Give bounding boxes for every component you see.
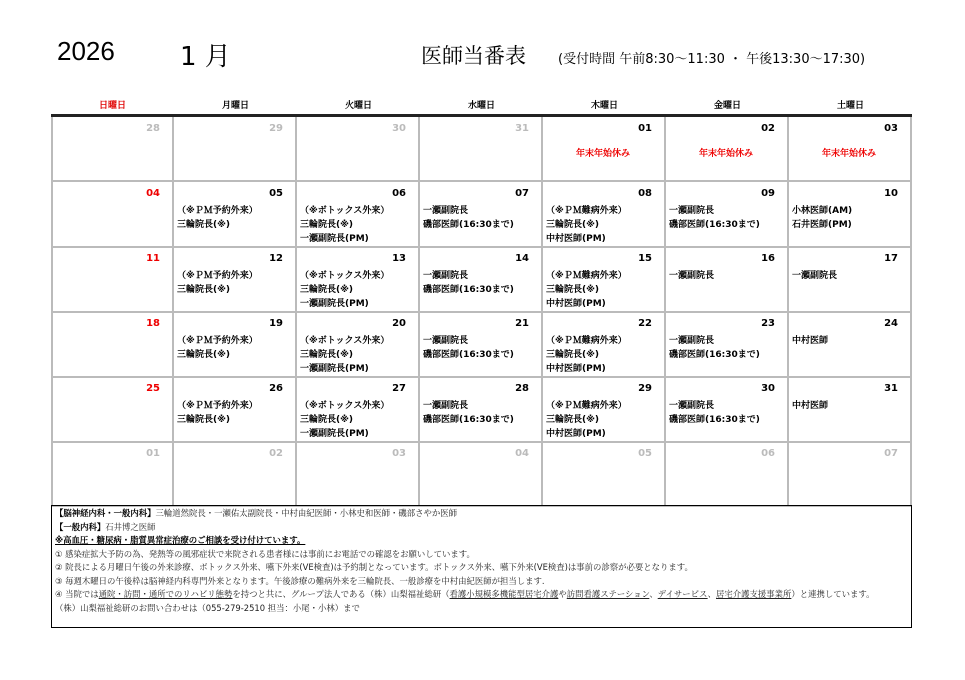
day-cell (174, 182, 297, 248)
notes-box (51, 505, 912, 628)
day-cell (543, 377, 666, 443)
weekday-2: 火曜日 (344, 101, 372, 111)
day-cell (174, 442, 297, 507)
duty-entry: （※ボトックス外来） (300, 336, 390, 346)
duty-entry: （※ボトックス外来） (300, 271, 390, 281)
day-cell (789, 117, 912, 182)
duty-entry: 中村医師(PM) (546, 364, 606, 374)
day-number: 25 (146, 383, 160, 394)
day-cell (666, 182, 789, 248)
day-number: 29 (269, 123, 283, 134)
day-number: 09 (761, 188, 775, 199)
duty-entry: 磯部医師(16:30まで) (423, 350, 514, 360)
duty-entry: 三輪院長(※) (546, 350, 599, 360)
duty-entry: 三輪院長(※) (177, 220, 230, 230)
day-cell (420, 377, 543, 443)
day-cell (543, 117, 666, 182)
duty-entry: （※ＰＭ難病外来） (546, 271, 627, 281)
day-number: 29 (638, 383, 652, 394)
weekday-5: 金曜日 (713, 101, 741, 111)
duty-entry: （※ボトックス外来） (300, 401, 390, 411)
duty-entry: （※ＰＭ予約外来） (177, 401, 258, 411)
note-contact: （株）山梨福祉総研のお問い合わせは（055-279-2510 担当：小尾・小林）まで (55, 602, 360, 613)
note-4-service: 居宅介護支援事業所 (716, 589, 792, 599)
day-cell (420, 247, 543, 313)
day-number: 03 (884, 123, 898, 134)
day-number: 02 (761, 123, 775, 134)
duty-entry: 一瀬副院長 (423, 206, 469, 216)
note-consult: ※高血圧・糖尿病・脂質異常症治療のご相談を受け付けています。 (55, 535, 306, 545)
note-4-text: を持つと共に、グループ法人である（株）山梨福祉総研（ (232, 589, 450, 599)
dept2-doctors: 石井博之医師 (105, 521, 156, 532)
day-cell (297, 117, 420, 182)
day-number: 06 (392, 188, 406, 199)
duty-entry: 中村医師(PM) (546, 429, 606, 439)
duty-entry: 三輪院長(※) (177, 350, 230, 360)
day-number: 30 (761, 383, 775, 394)
day-cell (174, 377, 297, 443)
holiday-label: 年末年始休み (575, 149, 630, 159)
week-row (51, 377, 912, 442)
day-number: 04 (515, 448, 529, 459)
duty-entry: 小林医師(AM) (792, 206, 853, 216)
day-number: 08 (638, 188, 652, 199)
day-cell (789, 182, 912, 248)
weekday-0: 日曜日 (98, 101, 126, 111)
duty-entry: 三輪院長(※) (177, 415, 230, 425)
day-cell (297, 182, 420, 248)
duty-entry: 石井医師(PM) (792, 220, 852, 230)
day-number: 01 (638, 123, 652, 134)
duty-entry: 一瀬副院長 (669, 206, 715, 216)
reception-hours: (受付時間 午前8:30～11:30 ・ 午後13:30～17:30) (558, 52, 866, 67)
day-cell (174, 247, 297, 313)
day-number: 02 (269, 448, 283, 459)
duty-entry: 一瀬副院長(PM) (300, 364, 369, 374)
day-cell (789, 312, 912, 378)
day-number: 22 (638, 318, 652, 329)
day-number: 23 (761, 318, 775, 329)
duty-entry: 三輪院長(※) (546, 285, 599, 295)
note-4-rehab: 通院・訪問・通所でのリハビリ態勢 (98, 589, 233, 599)
duty-entry: 一瀬副院長(PM) (300, 429, 369, 439)
day-cell (420, 117, 543, 182)
day-number: 10 (884, 188, 898, 199)
note-4-text: 、 (707, 589, 716, 599)
day-number: 27 (392, 383, 406, 394)
day-cell (543, 247, 666, 313)
duty-entry: （※ＰＭ難病外来） (546, 401, 627, 411)
weekday-6: 土曜日 (836, 101, 864, 111)
day-number: 16 (761, 253, 775, 264)
note-4-service: 看護小規模多機能型居宅介護 (449, 589, 559, 599)
holiday-label: 年末年始休み (698, 149, 753, 159)
year: 2026 (57, 36, 115, 66)
duty-entry: 一瀬副院長 (669, 271, 715, 281)
weekday-3: 水曜日 (467, 101, 495, 111)
duty-entry: 一瀬副院長 (669, 401, 715, 411)
day-number: 17 (884, 253, 898, 264)
day-cell (420, 182, 543, 248)
week-row (51, 117, 912, 182)
day-number: 05 (638, 448, 652, 459)
day-cell (420, 442, 543, 507)
duty-entry: 一瀬副院長 (423, 401, 469, 411)
day-cell (297, 377, 420, 443)
duty-entry: 中村医師(PM) (546, 234, 606, 244)
day-cell (297, 312, 420, 378)
day-number: 14 (515, 253, 529, 264)
week-row (51, 442, 912, 507)
day-number: 11 (146, 253, 160, 264)
day-number: 28 (146, 123, 160, 134)
day-cell (51, 312, 174, 378)
day-number: 01 (146, 448, 160, 459)
day-cell (420, 312, 543, 378)
duty-entry: 中村医師 (792, 336, 829, 346)
day-number: 05 (269, 188, 283, 199)
day-cell (51, 442, 174, 507)
day-cell (51, 117, 174, 182)
day-cell (51, 377, 174, 443)
day-cell (789, 377, 912, 443)
duty-entry: 一瀬副院長 (423, 336, 469, 346)
note-4-text: ④ 当院では (55, 589, 99, 599)
duty-entry: 一瀬副院長 (423, 271, 469, 281)
day-number: 20 (392, 318, 406, 329)
holiday-label: 年末年始休み (821, 149, 876, 159)
note-4 (55, 588, 908, 602)
day-cell (297, 442, 420, 507)
day-number: 04 (146, 188, 160, 199)
day-number: 30 (392, 123, 406, 134)
duty-entry: 磯部医師(16:30まで) (669, 220, 760, 230)
month: 1 月 (180, 42, 231, 72)
duty-entry: （※ＰＭ難病外来） (546, 336, 627, 346)
duty-entry: 中村医師 (792, 401, 829, 411)
weekday-4: 木曜日 (590, 101, 618, 111)
weekday-header (51, 98, 912, 117)
day-number: 15 (638, 253, 652, 264)
dept1-doctors: 三輪道然院長・一瀬佑太副院長・中村由紀医師・小林史和医師・磯部さやか医師 (155, 508, 457, 518)
day-cell (789, 247, 912, 313)
day-number: 19 (269, 318, 283, 329)
day-number: 21 (515, 318, 529, 329)
day-number: 26 (269, 383, 283, 394)
duty-entry: 磯部医師(16:30まで) (423, 285, 514, 295)
note-4-text: や (558, 589, 567, 599)
duty-entry: 三輪院長(※) (546, 220, 599, 230)
day-cell (174, 312, 297, 378)
weekday-1: 月曜日 (221, 101, 249, 111)
note-3: ③ 毎週木曜日の午後枠は脳神経内科専門外来となります。午後診療の難病外来を三輪院長、一般診療を中村由紀医師が担当します. (55, 575, 545, 586)
duty-entry: 三輪院長(※) (300, 350, 353, 360)
duty-entry: 三輪院長(※) (546, 415, 599, 425)
week-row (51, 182, 912, 247)
day-number: 24 (884, 318, 898, 329)
duty-entry: 磯部医師(16:30まで) (669, 350, 760, 360)
duty-entry: 磯部医師(16:30まで) (423, 220, 514, 230)
dept2-label: 【一般内科】 (55, 521, 106, 532)
week-row (51, 312, 912, 377)
day-cell (543, 442, 666, 507)
day-cell (297, 247, 420, 313)
duty-entry: 一瀬副院長 (792, 271, 838, 281)
duty-entry: 中村医師(PM) (546, 299, 606, 309)
note-dept2 (55, 521, 908, 535)
week-row (51, 247, 912, 312)
day-number: 13 (392, 253, 406, 264)
duty-entry: 一瀬副院長(PM) (300, 234, 369, 244)
note-4-text: 、 (649, 589, 658, 599)
day-number: 07 (515, 188, 529, 199)
day-cell (789, 442, 912, 507)
day-number: 31 (515, 123, 529, 134)
day-cell (666, 247, 789, 313)
day-cell (51, 247, 174, 313)
calendar-grid (51, 98, 912, 507)
day-cell (666, 377, 789, 443)
day-number: 31 (884, 383, 898, 394)
note-4-service: デイサービス (657, 589, 708, 599)
day-number: 28 (515, 383, 529, 394)
duty-entry: 三輪院長(※) (300, 415, 353, 425)
note-2: ② 院長による月曜日午後の外来診療、ボトックス外来、嚥下外来(VE検査)は予約制となっています。ボトックス外来、嚥下外来(VE検査)は事前の診察が必要となります。 (55, 562, 693, 572)
day-number: 06 (761, 448, 775, 459)
duty-entry: （※ＰＭ予約外来） (177, 206, 258, 216)
day-cell (666, 312, 789, 378)
note-4-text: ）と連携しています。 (791, 589, 875, 599)
duty-entry: 一瀬副院長(PM) (300, 299, 369, 309)
duty-entry: 一瀬副院長 (669, 336, 715, 346)
day-number: 03 (392, 448, 406, 459)
note-dept1 (55, 507, 908, 521)
day-cell (543, 312, 666, 378)
duty-entry: （※ＰＭ予約外来） (177, 336, 258, 346)
duty-entry: 磯部医師(16:30まで) (669, 415, 760, 425)
day-cell (666, 442, 789, 507)
note-1: ① 感染症拡大予防の為、発熱等の風邪症状で来院される患者様には事前にお電話での確認をお願いしています。 (55, 548, 475, 559)
day-cell (666, 117, 789, 182)
day-number: 12 (269, 253, 283, 264)
duty-entry: 三輪院長(※) (300, 285, 353, 295)
duty-entry: （※ＰＭ難病外来） (546, 206, 627, 216)
day-number: 07 (884, 448, 898, 459)
duty-entry: 磯部医師(16:30まで) (423, 415, 514, 425)
day-number: 18 (146, 318, 160, 329)
duty-entry: （※ＰＭ予約外来） (177, 271, 258, 281)
note-4-service: 訪問看護ステーション (566, 589, 650, 599)
day-cell (174, 117, 297, 182)
duty-entry: 三輪院長(※) (300, 220, 353, 230)
day-cell (51, 182, 174, 248)
duty-entry: 三輪院長(※) (177, 285, 230, 295)
day-cell (543, 182, 666, 248)
page-title: 医師当番表 (421, 44, 526, 68)
dept1-label: 【脳神経内科・一般内科】 (55, 508, 156, 518)
duty-entry: （※ボトックス外来） (300, 206, 390, 216)
